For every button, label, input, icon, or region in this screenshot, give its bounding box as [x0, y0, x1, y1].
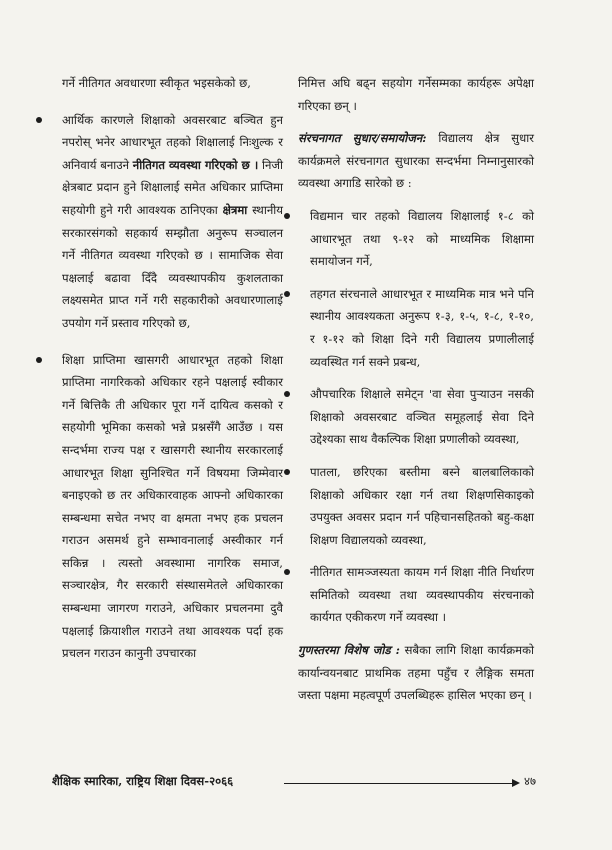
left-bullet-list [50, 109, 283, 665]
left-bullet1-text-c: निजी क्षेत्रबाट प्रदान हुने शिक्षालाई समेत अधिकार प्राप्तिमा सहयोगी हुने गरी आवश्यक ठानिएका [62, 157, 283, 217]
bullet-icon [284, 469, 290, 475]
left-bullet1-text-e: स्थानीय सरकारसंगको सहकार्य सम्झौता अनुरूप सञ्चालन गर्ने नीतिगत व्यवस्था गरिएको छ । सामाजिक सेवा पक्षलाई बढावा दिँदै व्यवस्थापकीय कुशलताका लक्ष्यसमेत प्राप्त गर्ने गरी सहकारीको अवधारणालाई उपयोग गर्ने प्रस्ताव गरिएको छ, [62, 202, 283, 330]
structural-reform-text: विद्यालय क्षेत्र सुधार कार्यक्रमले संरचनागत सुधारका सन्दर्भमा निम्नानुसारको व्यवस्था अगाडि सारेको छ : [298, 131, 534, 191]
bullet-icon [36, 117, 42, 123]
right-bullet-item [298, 283, 534, 373]
left-bullet1-text-a: आर्थिक कारणले शिक्षाको अवसरबाट बञ्चित हुन नपरोस् भनेर आधारभूत तहको शिक्षालाई निःशुल्क र अनिवार्य बनाउने [62, 112, 283, 172]
left-bullet-item [50, 109, 283, 335]
structural-reform-paragraph [298, 127, 534, 195]
structural-reform-heading: संरचनागत सुधार/समायोजन: [298, 131, 427, 146]
right-bullet-text: विद्यमान चार तहको विद्यालय शिक्षालाई १-८ को आधारभूत तथा ९-१२ को माध्यमिक शिक्षामा समायोजन गर्ने, [310, 208, 534, 269]
bullet-icon [284, 213, 290, 219]
bullet-icon [36, 357, 42, 363]
left-column [50, 72, 283, 665]
left-bullet-item [50, 349, 283, 665]
page-number: ४७ [524, 774, 537, 788]
quality-emphasis-heading: गुणस्तरमा विशेष जोड : [298, 643, 400, 658]
left-bullet1-text-b: नीतिगत व्यवस्था गरिएको छ । [132, 157, 259, 172]
right-intro-paragraph: निमित्त अघि बढ्न सहयोग गर्नेसम्मका कार्यहरू अपेक्षा गरिएका छन् । [298, 76, 534, 113]
left-bullet2-text: शिक्षा प्राप्तिमा खासगरी आधारभूत तहको शिक्षा प्राप्तिमा नागरिकको अधिकार रहने पक्षलाई स्वीकार गर्ने बित्तिकै ती अधिकार पूरा गर्ने दायित्व कसको र सहयोगी भूमिका कसको भन्ने प्रश्नसँगै आउँछ । यस सन्दर्भमा राज्य पक्ष र खासगरी स्थानीय सरकारलाई आधारभूत शिक्षा सुनिश्चित गर्ने विषयमा जिम्मेवार बनाइएको छ तर अधिकारवाहक आफ्नो अधिकारका सम्बन्धमा सचेत नभए वा क्षमता नभए हक प्रचलन गराउन असमर्थ हुने सम्भावनालाई अस्वीकार गर्न सकिन्न । त्यस्तो अवस्थामा नागरिक समाज, सञ्चारक्षेत्र, गैर सरकारी संस्थासमेतले अधिकारका सम्बन्धमा जागरण गराउने, अधिकार प्रचलनमा दुवै पक्षलाई क्रियाशील गराउने तथा आवश्यक पर्दा हक प्रचलन गराउन कानुनी उपचारका [62, 352, 283, 661]
right-bullet-list [298, 205, 534, 629]
arrow-right-icon [512, 779, 520, 787]
right-bullet-text: नीतिगत सामञ्जस्यता कायम गर्न शिक्षा नीति निर्धारण समितिको व्यवस्था तथा व्यवस्थापकीय संरचनाको कार्यगत एकीकरण गर्ने व्यवस्था । [310, 565, 534, 625]
bullet-icon [284, 569, 290, 575]
right-bullet-text: औपचारिक शिक्षाले समेट्न 'वा सेवा पुर्‍याउन नसकी शिक्षाको अवसरबाट वञ्चित समूहलाई सेवा दिने उद्देश्यका साथ वैकल्पिक शिक्षा प्रणालीको व्यवस्था, [310, 387, 534, 447]
right-bullet-item [298, 561, 534, 629]
footer-title: शैक्षिक स्मारिका, राष्ट्रिय शिक्षा दिवस-२०६६ [52, 774, 234, 788]
left-bullet1-text-d: क्षेत्रमा [222, 202, 248, 217]
right-bullet-text: तहगत संरचनाले आधारभूत र माध्यमिक मात्र भने पनि स्थानीय आवश्यकता अनुरूप १-३, १-५, १-८, १-१०, र १-१२ को शिक्षा दिने गरी विद्यालय प्रणालीलाई व्यवस्थित गर्न सक्ने प्रबन्ध, [310, 286, 534, 369]
bullet-icon [284, 291, 290, 297]
right-bullet-item [298, 383, 534, 451]
right-bullet-item [298, 461, 534, 551]
bullet-icon [284, 391, 290, 397]
right-bullet-text: पातला, छरिएका बस्तीमा बस्ने बालबालिकाको शिक्षाको अधिकार रक्षा गर्न तथा शिक्षणसिकाइको उपयुक्त अवसर प्रदान गर्न पहिचानसहितको बहु-कक्षा शिक्षण विद्यालयको व्यवस्था, [310, 464, 534, 547]
right-column [298, 72, 534, 707]
page-footer [52, 772, 552, 794]
right-bullet-item [298, 205, 534, 273]
left-intro-paragraph: गर्ने नीतिगत अवधारणा स्वीकृत भइसकेको छ, [62, 76, 251, 90]
footer-rule [284, 783, 516, 784]
quality-emphasis-paragraph [298, 639, 534, 707]
quality-emphasis-text: सबैका लागि शिक्षा कार्यक्रमको कार्यान्वयनबाट प्राथमिक तहमा पहुँच र लैङ्गिक समता जस्ता पक्षमा महत्वपूर्ण उपलब्धिहरू हासिल भएका छन् । [298, 643, 535, 703]
